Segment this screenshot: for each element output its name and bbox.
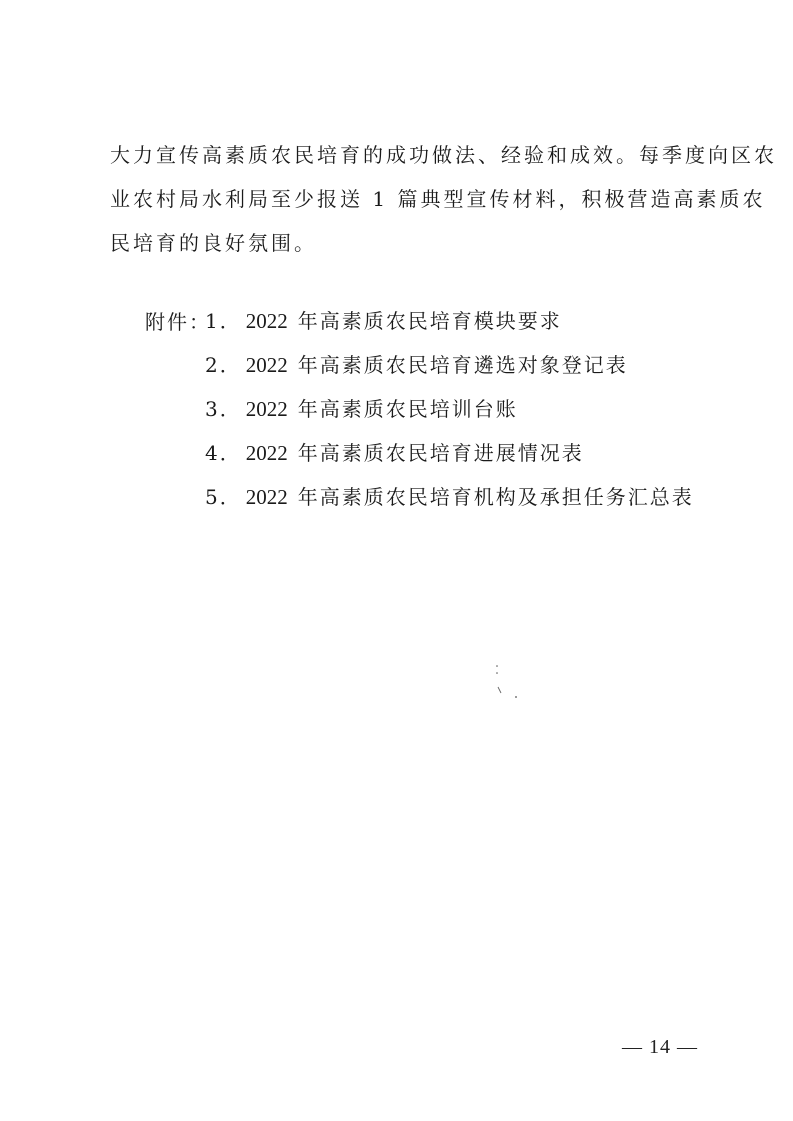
page-number: — 14 — — [622, 1036, 698, 1058]
attachment-year: 2022 — [245, 397, 288, 421]
body-paragraph — [110, 140, 777, 272]
paragraph-line: 民培育的良好氛围。 — [110, 231, 317, 255]
attachment-year: 2022 — [245, 441, 288, 465]
attachment-number: 5． — [205, 485, 242, 509]
attachment-number: 3． — [205, 397, 242, 421]
paragraph-line: 大力宣传高素质农民培育的成功做法、经验和成效。每季度向区农 — [110, 143, 777, 167]
attachment-year: 2022 — [245, 353, 288, 377]
attachment-item — [205, 482, 694, 512]
attachment-prefix: 附件： — [145, 310, 211, 334]
paragraph-line: 业农村局水利局至少报送 1 篇典型宣传材料，积极营造高素质农 — [110, 187, 766, 211]
attachment-item — [205, 350, 628, 380]
attachment-number: 1． — [205, 309, 242, 333]
attachment-year: 2022 — [245, 485, 288, 509]
attachment-number: 4． — [205, 441, 242, 465]
attachment-title: 年高素质农民培育模块要求 — [297, 309, 562, 333]
attachment-title: 年高素质农民培育遴选对象登记表 — [297, 353, 628, 377]
attachment-item — [205, 394, 518, 424]
attachment-number: 2． — [205, 353, 242, 377]
attachment-item — [205, 438, 584, 468]
attachment-title: 年高素质农民培训台账 — [297, 397, 518, 421]
scan-speck-marks — [490, 662, 530, 702]
attachment-title: 年高素质农民培育机构及承担任务汇总表 — [297, 485, 694, 509]
attachment-year: 2022 — [245, 309, 288, 333]
attachment-title: 年高素质农民培育进展情况表 — [297, 441, 584, 465]
attachment-item — [205, 306, 562, 336]
